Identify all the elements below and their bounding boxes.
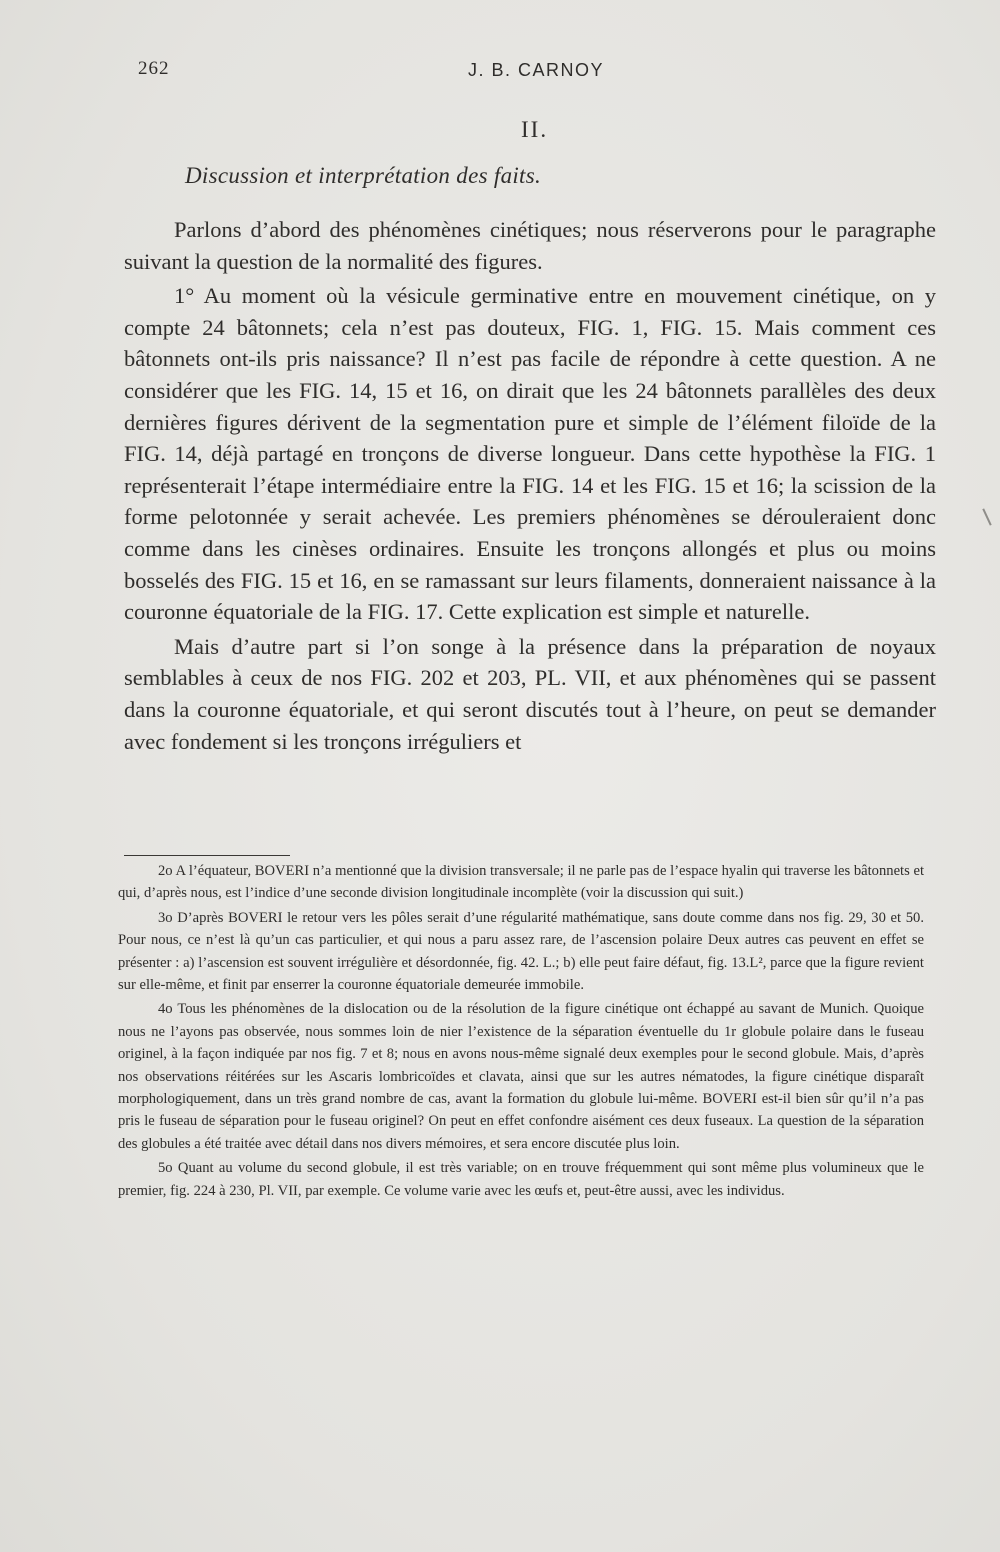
footnotes xyxy=(118,860,924,1204)
section-number: II. xyxy=(521,117,549,142)
body-text xyxy=(124,214,936,760)
page-header xyxy=(138,58,938,88)
footnote: 2o A l’équateur, BOVERI n’a mentionné que la division transversale; il ne parle pas de l’espace hyalin qui traverse les bâtonnets et qui, d’après nous, est l’indice d’une seconde division longitudinale incomplète (voir la discussion qui suit.) xyxy=(118,863,924,902)
paragraph: 1° Au moment où la vésicule germinative entre en mouvement cinétique, on y compte 24 bâtonnets; cela n’est pas douteux, FIG. 1, FIG. 15. Mais comment ces bâtonnets ont-ils pris naissance? Il n’est pas facile de répondre à cette question. A ne considérer que les FIG. 14, 15 et 16, on dirait que les 24 bâtonnets parallèles des deux dernières figures dérivent de la segmentation pure et simple de l’élément filoïde de la FIG. 14, déjà partagé en tronçons de diverse longueur. Dans cette hypothèse la FIG. 1 représenterait l’étape intermédiaire entre la FIG. 14 et les FIG. 15 et 16; la scission de la forme pelotonnée y serait achevée. Les premiers phénomènes se dérouleraient donc comme dans les cinèses ordinaires. Ensuite les tronçons allongés et plus ou moins bosselés des FIG. 15 et 16, en se ramassant sur leurs filaments, donneraient naissance à la couronne équatoriale de la FIG. 17. Cette explication est simple et naturelle. xyxy=(124,283,936,625)
paragraph: Parlons d’abord des phénomènes cinétiques; nous réserverons pour le paragraphe suivant la question de la normalité des figures. xyxy=(124,217,936,274)
margin-mark xyxy=(982,508,991,525)
footnote: 5o Quant au volume du second globule, il est très variable; on en trouve fréquemment qui sont même plus volumineux que le premier, fig. 224 à 230, Pl. VII, par exemple. Ce volume varie avec les œufs et, peut-être aussi, avec les individus. xyxy=(118,1160,924,1199)
paragraph: Mais d’autre part si l’on songe à la présence dans la préparation de noyaux semblables à ceux de nos FIG. 202 et 203, PL. VII, et aux phénomènes qui se passent dans la couronne équatoriale, et qui seront discutés tout à l’heure, on peut se demander avec fondement si les tronçons irréguliers et xyxy=(124,633,936,754)
section-title: Discussion et interprétation des faits. xyxy=(185,163,542,188)
footnote-separator xyxy=(124,855,290,856)
running-title: J. B. CARNOY xyxy=(468,60,605,80)
footnote: 3o D’après BOVERI le retour vers les pôles serait d’une régularité mathématique, sans doute comme dans nos fig. 29, 30 et 50. Pour nous, ce n’est là qu’un cas particulier, et qui nous a paru assez rare, de l’ascension polaire Deux autres cas peuvent en effet se présenter : a) l’ascension est souvent irrégulière et désordonnée, fig. 42. L.; b) elle peut faire défaut, fig. 13.L², parce que la figure revient sur elle-même, et finit par enserrer la couronne équatoriale demeurée immobile. xyxy=(118,909,924,994)
page-number: 262 xyxy=(138,58,170,79)
footnote: 4o Tous les phénomènes de la dislocation ou de la résolution de la figure cinétique ont échappé au savant de Munich. Quoique nous ne l’ayons pas observée, nous sommes loin de nier l’existence de la séparation éventuelle du 1r globule polaire dans le fuseau originel, à la façon indiquée par nos fig. 7 et 8; nous en avons nous-même signalé deux exemples pour le second globule. Mais, d’après nos observations réitérées sur les Ascaris lombricoïdes et clavata, ainsi que sur les autres nématodes, la figure cinétique disparaît morphologiquement, dans un très grand nombre de cas, avant la formation du globule lui-même. BOVERI est-il bien sûr qu’il n’a pas pris le fuseau de séparation pour le fuseau originel? On peut en effet confondre aisément ces deux fuseaux. La question de la séparation des globules a été traitée avec détail dans nos divers mémoires, et sera encore discutée plus loin. xyxy=(118,1001,924,1152)
